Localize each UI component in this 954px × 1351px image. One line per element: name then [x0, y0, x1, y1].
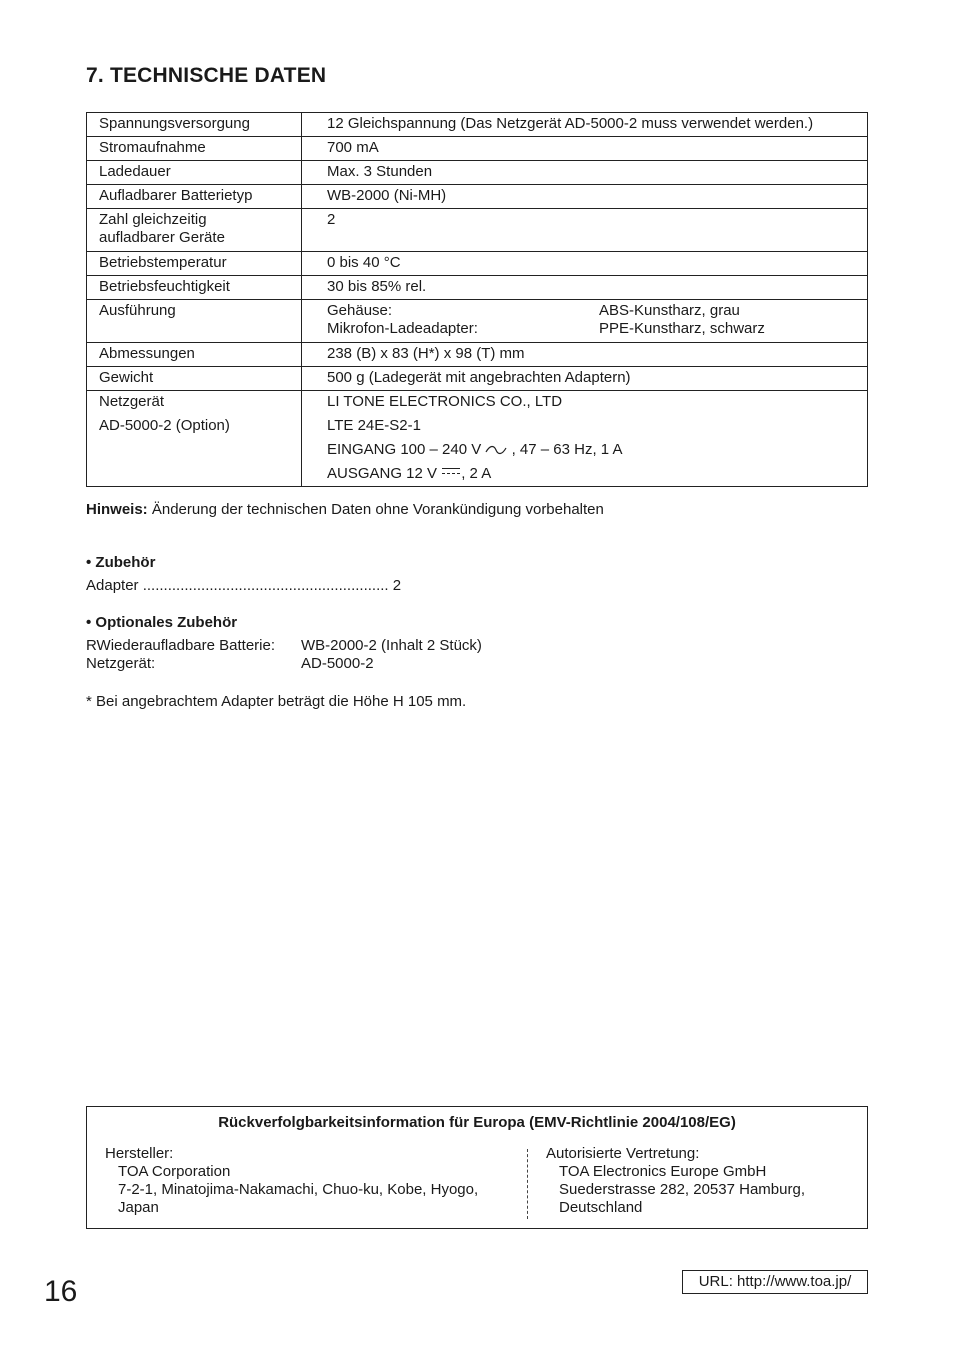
url-box: URL: http://www.toa.jp/ [682, 1270, 868, 1294]
manufacturer-name: TOA Corporation [118, 1163, 231, 1180]
finish-case-label: Gehäuse: [327, 302, 393, 319]
representative-name: TOA Electronics Europe GmbH [559, 1163, 767, 1180]
spec-label: Aufladbarer Batterietyp [87, 185, 302, 209]
psu-input-prefix: EINGANG 100 – 240 V [327, 441, 482, 458]
table-row [87, 185, 868, 209]
table-row [87, 161, 868, 185]
accessories-item: Adapter ........................................................... 2 [86, 577, 402, 594]
representative-country: Deutschland [559, 1199, 643, 1216]
finish-case-row [327, 302, 867, 320]
optional-heading: • Optionales Zubehör [86, 614, 238, 631]
optional-item-label: Netzgerät: [86, 655, 156, 672]
spec-label: Stromaufnahme [87, 137, 302, 161]
optional-item-value: WB-2000-2 (Inhalt 2 Stück) [301, 637, 482, 654]
optional-item-label: RWiederaufladbare Batterie: [86, 637, 275, 654]
spec-label: Betriebstemperatur [87, 252, 302, 276]
optional-item-battery [86, 637, 482, 654]
table-row [87, 209, 868, 252]
spec-label: Betriebsfeuchtigkeit [87, 276, 302, 300]
spec-value [302, 300, 868, 343]
psu-input [327, 441, 867, 459]
optional-item-psu [86, 655, 374, 672]
note-label: Hinweis: [86, 501, 148, 518]
spec-table [86, 112, 868, 487]
finish-adapter-value: PPE-Kunstharz, schwarz [599, 320, 765, 337]
spec-label: Gewicht [87, 367, 302, 391]
psu-input-suffix: , 47 – 63 Hz, 1 A [507, 441, 623, 458]
spec-label: Ladedauer [87, 161, 302, 185]
spec-value: 30 bis 85% rel. [302, 276, 868, 300]
optional-item-value: AD-5000-2 [301, 655, 374, 672]
spec-value: 700 mA [302, 137, 868, 161]
spec-value: 2 [302, 209, 868, 252]
spec-label: Spannungsversorgung [87, 113, 302, 137]
spec-label: Abmessungen [87, 343, 302, 367]
section-title: 7. TECHNISCHE DATEN [86, 64, 327, 87]
spec-value: 12 Gleichspannung (Das Netzgerät AD-5000-2 muss verwendet werden.) [302, 113, 868, 137]
table-row [87, 113, 868, 137]
spec-value: 0 bis 40 °C [302, 252, 868, 276]
page-number: 16 [44, 1275, 78, 1308]
spec-label [87, 209, 302, 252]
traceability-box [86, 1106, 868, 1229]
representative-label: Autorisierte Vertretung: [546, 1145, 700, 1162]
table-row [87, 252, 868, 276]
ac-tilde-icon [485, 445, 507, 455]
table-row [87, 300, 868, 343]
psu-output-suffix: , 2 A [461, 465, 492, 482]
traceability-heading: Rückverfolgbarkeitsinformation für Europa (EMV-Richtlinie 2004/108/EG) [218, 1114, 736, 1131]
manufacturer-address: 7-2-1, Minatojima-Nakamachi, Chuo-ku, Kobe, Hyogo, [118, 1181, 479, 1198]
footnote: * Bei angebrachtem Adapter beträgt die Höhe H 105 mm. [86, 693, 467, 710]
spec-label-line: Netzgerät [99, 393, 165, 410]
finish-adapter-label: Mikrofon-Ladeadapter: [327, 320, 478, 337]
note-text: Änderung der technischen Daten ohne Vorankündigung vorbehalten [147, 501, 604, 518]
column-divider [527, 1149, 528, 1219]
representative-address: Suederstrasse 282, 20537 Hamburg, [559, 1181, 805, 1198]
spec-label-line: AD-5000-2 (Option) [99, 417, 230, 434]
dc-symbol-icon [441, 468, 461, 480]
table-row [87, 343, 868, 367]
representative-block [546, 1145, 805, 1217]
table-row [87, 137, 868, 161]
spec-label [87, 391, 302, 487]
spec-value: 500 g (Ladegerät mit angebrachten Adaptern) [302, 367, 868, 391]
accessories-heading: • Zubehör [86, 554, 156, 571]
finish-case-value: ABS-Kunstharz, grau [599, 302, 740, 319]
finish-adapter-row [327, 320, 867, 338]
psu-output [327, 465, 867, 483]
spec-label: Ausführung [87, 300, 302, 343]
spec-label-line: Zahl gleichzeitig [99, 211, 207, 228]
spec-label-line: aufladbarer Geräte [99, 229, 225, 246]
manufacturer-country: Japan [118, 1199, 159, 1216]
note [86, 501, 604, 518]
spec-value: Max. 3 Stunden [302, 161, 868, 185]
manufacturer-block [105, 1145, 478, 1217]
spec-value [302, 391, 868, 487]
psu-model: LTE 24E-S2-1 [327, 417, 421, 434]
psu-output-prefix: AUSGANG 12 V [327, 465, 442, 482]
table-row [87, 276, 868, 300]
spec-value: WB-2000 (Ni-MH) [302, 185, 868, 209]
manufacturer-label: Hersteller: [105, 1145, 174, 1162]
table-row [87, 367, 868, 391]
psu-maker: LI TONE ELECTRONICS CO., LTD [327, 393, 563, 410]
table-row [87, 391, 868, 487]
spec-value: 238 (B) x 83 (H*) x 98 (T) mm [302, 343, 868, 367]
